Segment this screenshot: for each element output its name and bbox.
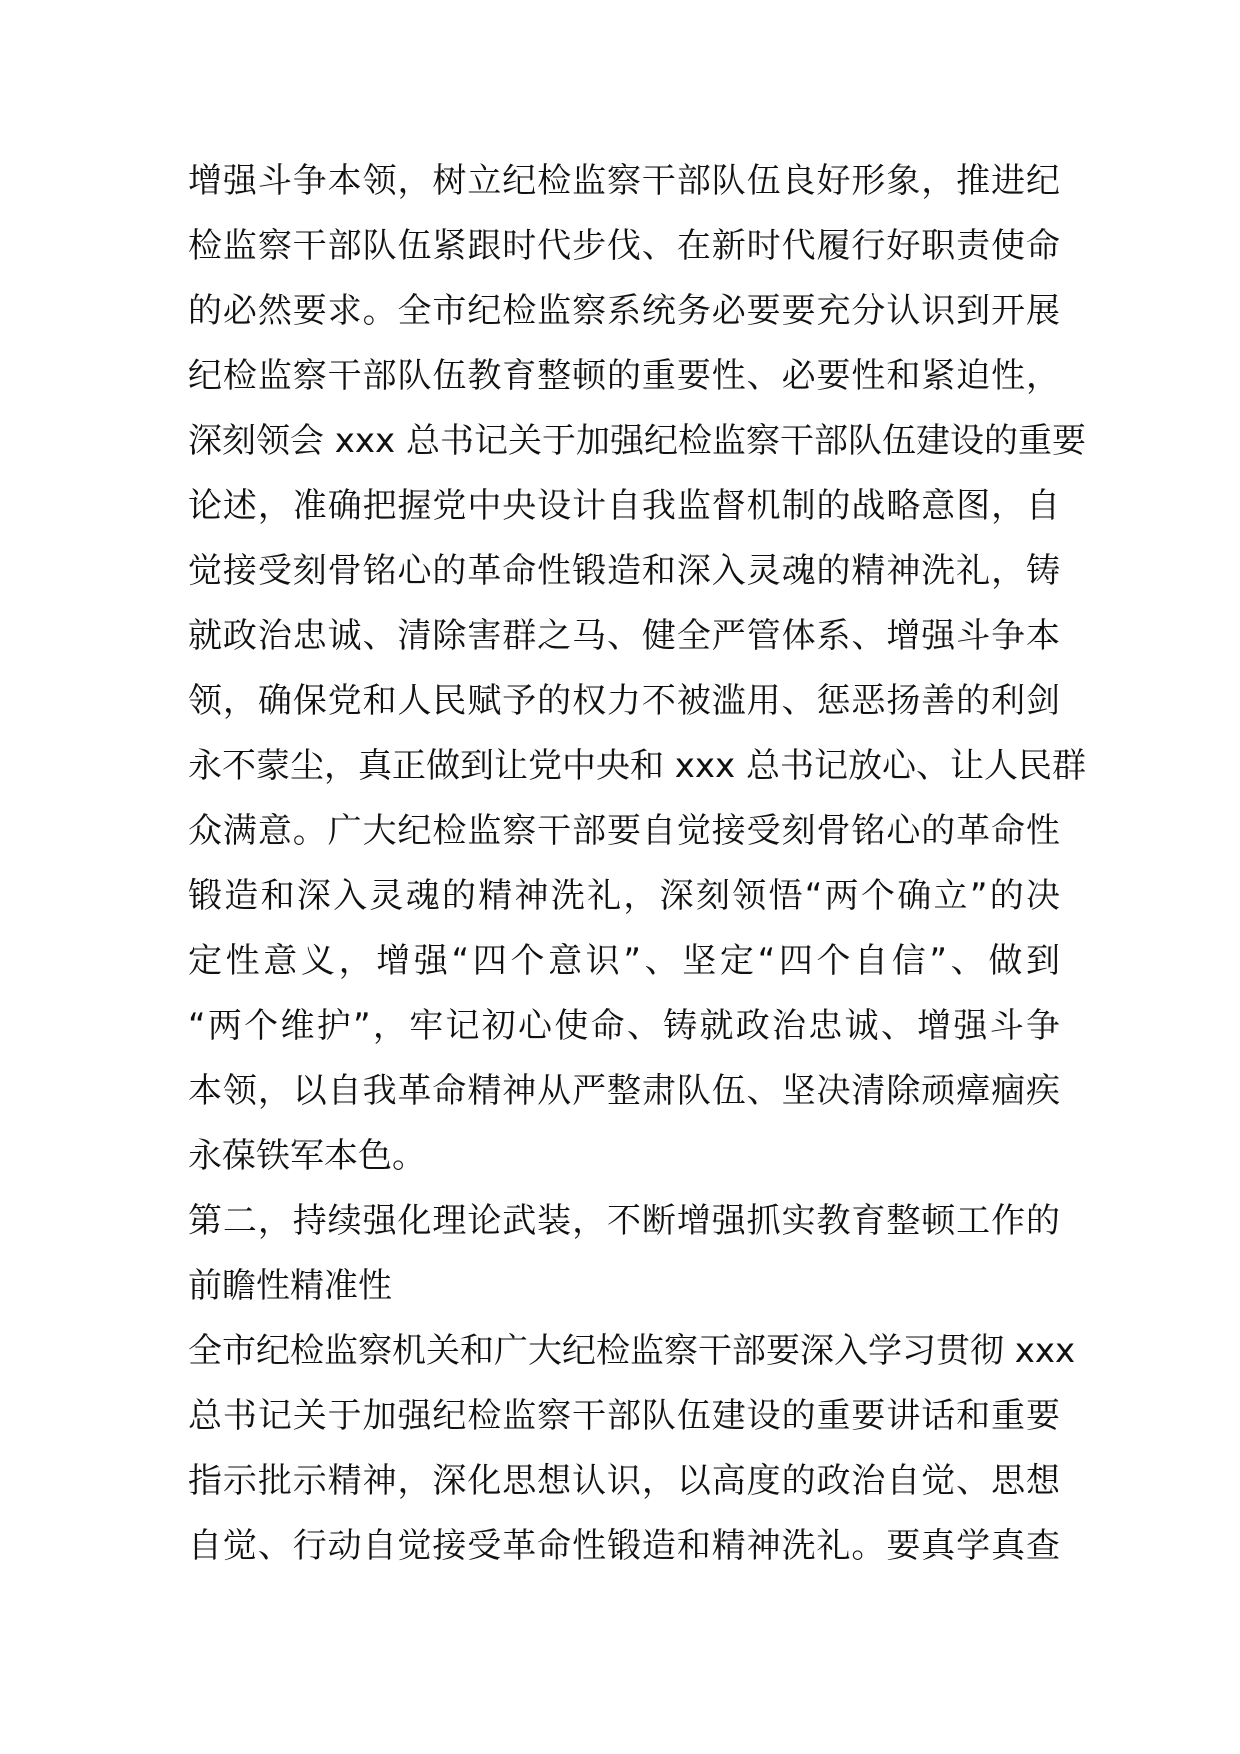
heading-line: 第二，持续强化理论武装，不断增强抓实教育整顿工作的: [188, 1201, 1060, 1241]
text-line: 领，确保党和人民赋予的权力不被滥用、惩恶扬善的利剑: [188, 681, 1060, 721]
text-line: 永不蒙尘，真正做到让党中央和 xxx 总书记放心、让人民群: [188, 746, 1086, 786]
section-heading: [188, 1189, 1060, 1319]
text-line: 锻造和深入灵魂的精神洗礼，深刻领悟“两个确立”的决: [188, 876, 1060, 916]
heading-line: 前瞻性精准性: [188, 1266, 392, 1306]
text-line: 就政治忠诚、清除害群之马、健全严管体系、增强斗争本: [188, 616, 1060, 656]
text-line: 指示批示精神，深化思想认识，以高度的政治自觉、思想: [188, 1461, 1060, 1501]
text-line: 总书记关于加强纪检监察干部队伍建设的重要讲话和重要: [188, 1396, 1060, 1436]
text-line: 检监察干部队伍紧跟时代步伐、在新时代履行好职责使命: [188, 226, 1060, 266]
text-line: 众满意。广大纪检监察干部要自觉接受刻骨铭心的革命性: [188, 811, 1060, 851]
text-line: 深刻领会 xxx 总书记关于加强纪检监察干部队伍建设的重要: [188, 421, 1086, 461]
text-line: 论述，准确把握党中央设计自我监督机制的战略意图，自: [188, 486, 1060, 526]
text-line: 纪检监察干部队伍教育整顿的重要性、必要性和紧迫性，: [188, 356, 1060, 396]
text-line: “两个维护”，牢记初心使命、铸就政治忠诚、增强斗争: [188, 1006, 1060, 1046]
text-line: 全市纪检监察机关和广大纪检监察干部要深入学习贯彻 xxx: [188, 1331, 1076, 1371]
text-line: 增强斗争本领，树立纪检监察干部队伍良好形象，推进纪: [188, 161, 1060, 201]
paragraph-1: [188, 149, 1086, 1189]
text-line: 本领，以自我革命精神从严整肃队伍、坚决清除顽瘴痼疾: [188, 1071, 1060, 1111]
paragraph-3: [188, 1319, 1076, 1579]
text-line: 自觉、行动自觉接受革命性锻造和精神洗礼。要真学真查: [188, 1526, 1060, 1566]
text-line: 觉接受刻骨铭心的革命性锻造和深入灵魂的精神洗礼，铸: [188, 551, 1060, 591]
text-line: 定性意义，增强“四个意识”、坚定“四个自信”、做到: [188, 941, 1060, 981]
text-line: 永葆铁军本色。: [188, 1136, 426, 1176]
text-line: 的必然要求。全市纪检监察系统务必要要充分认识到开展: [188, 291, 1060, 331]
